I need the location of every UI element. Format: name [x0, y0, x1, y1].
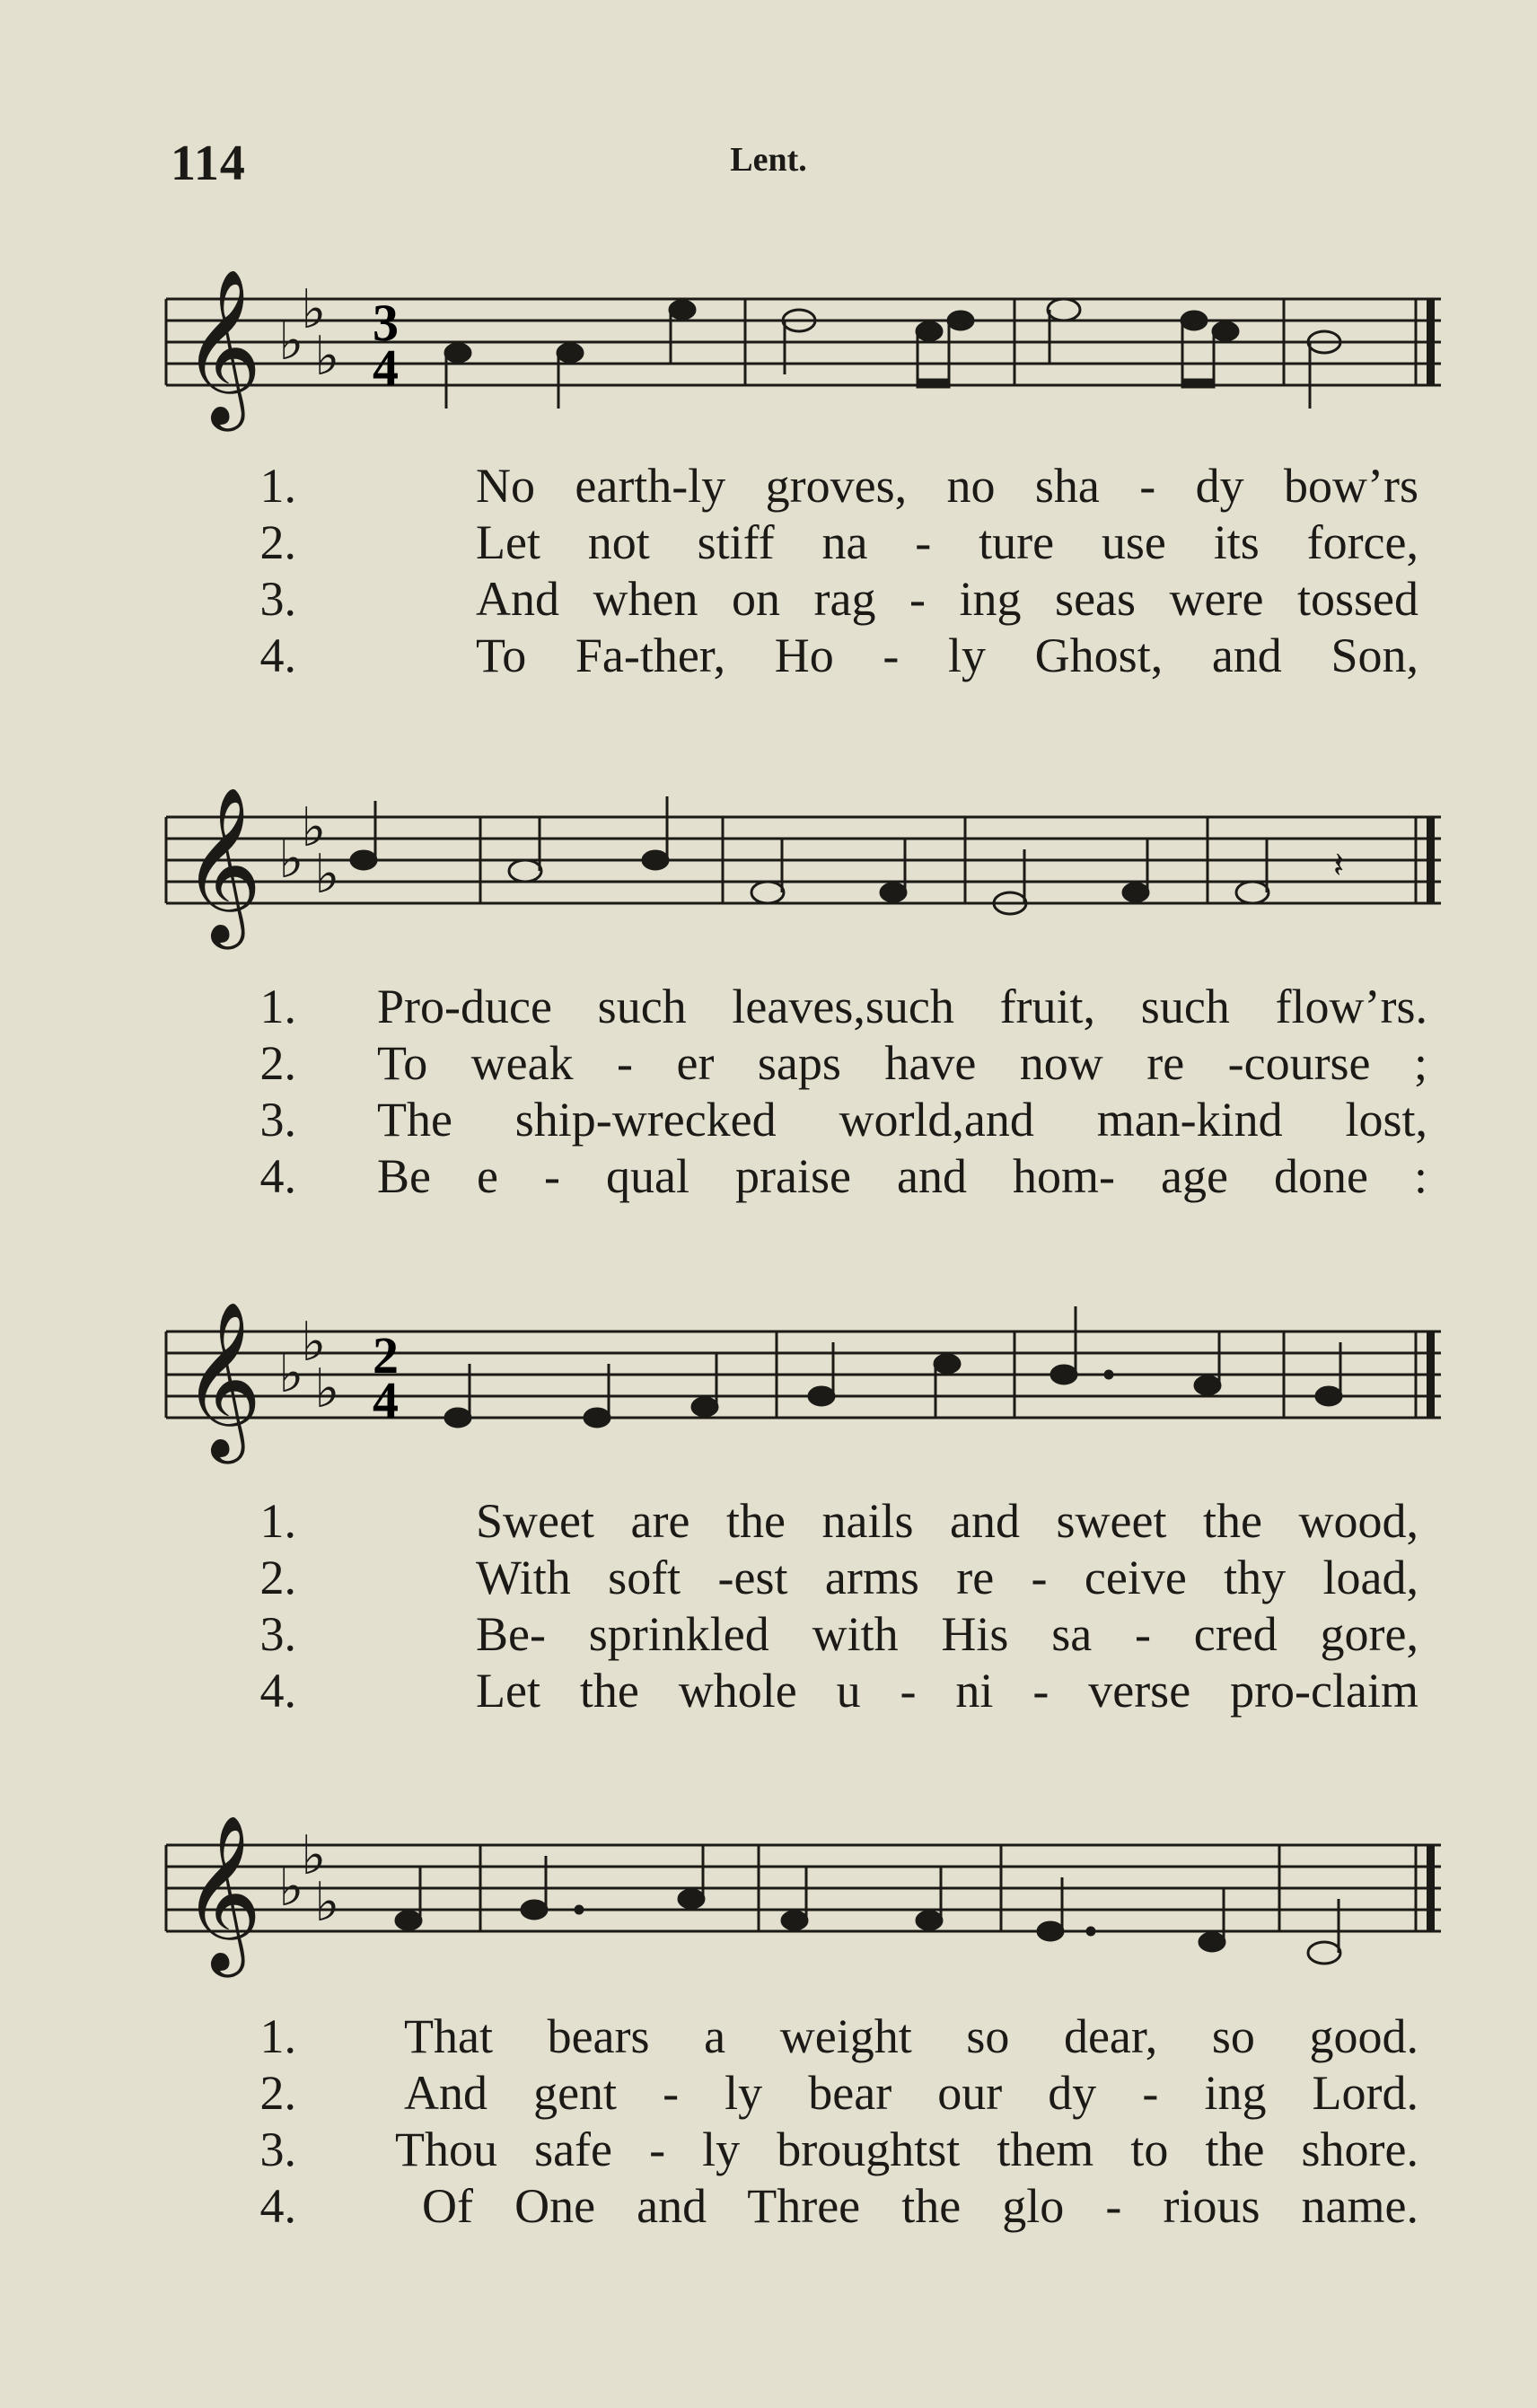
verse-line [171, 514, 1445, 571]
svg-text:♭: ♭ [314, 843, 340, 906]
verse-text: Be- sprinkled with His sa - cred gore, [476, 1607, 1418, 1661]
svg-text:♭: ♭ [314, 325, 340, 388]
music-staff-1 [166, 268, 1441, 425]
svg-text:♭: ♭ [278, 1342, 304, 1405]
svg-text:𝄞: 𝄞 [182, 268, 262, 425]
svg-text:♭: ♭ [301, 278, 327, 341]
verse-line [171, 2178, 1445, 2235]
verse-line [171, 628, 1445, 684]
verse-number: 3. [259, 1607, 296, 1661]
verse-text: Of One and Three the glo - rious name. [422, 2179, 1418, 2233]
verse-number: 2. [259, 2066, 296, 2120]
verse-text: Sweet are the nails and sweet the wood, [476, 1494, 1418, 1548]
time-signature-bottom: 4 [373, 1371, 399, 1429]
verse-text: That bears a weight so dear, so good. [404, 2009, 1418, 2063]
verse-line [171, 1035, 1445, 1092]
verse-text: And when on rag - ing seas were tossed [476, 572, 1418, 626]
verse-number: 2. [259, 515, 296, 569]
verse-line [171, 2008, 1445, 2065]
music-staff-4 [166, 1815, 1441, 1971]
verse-line [171, 979, 1445, 1035]
verse-line [171, 1663, 1445, 1719]
time-signature-top: 2 [373, 1326, 399, 1384]
verse-number: 4. [259, 1149, 296, 1203]
time-signature-bottom: 4 [373, 338, 399, 397]
verse-line [171, 571, 1445, 628]
verse-line [171, 1606, 1445, 1663]
verse-text: Pro-duce such leaves,such fruit, such flow’rs. [377, 980, 1427, 1033]
svg-text:𝄞: 𝄞 [182, 1815, 262, 1971]
verse-number: 2. [259, 1036, 296, 1090]
verse-text: Be e - qual praise and hom- age done : [377, 1149, 1427, 1203]
verse-number: 3. [259, 1093, 296, 1147]
music-staff-3 [166, 1301, 1441, 1457]
svg-text:𝄞: 𝄞 [182, 787, 262, 943]
music-staff-2 [166, 787, 1441, 943]
verses-system-4 [171, 2008, 1445, 2235]
verse-line [171, 1148, 1445, 1205]
page-number: 114 [171, 136, 246, 191]
verse-number: 1. [259, 2009, 296, 2063]
running-head: Lent. [730, 141, 807, 179]
svg-text:♭: ♭ [301, 796, 327, 859]
verse-line [171, 1550, 1445, 1606]
verse-number: 4. [259, 1664, 296, 1718]
verse-text: Let the whole u - ni - verse pro-claim [476, 1664, 1418, 1718]
verse-text: The ship-wrecked world,and man-kind lost, [377, 1093, 1427, 1147]
svg-text:♭: ♭ [278, 1856, 304, 1919]
verse-text: Let not stiff na - ture use its force, [476, 515, 1418, 569]
svg-text:♭: ♭ [301, 1824, 327, 1887]
verses-system-1 [171, 458, 1445, 684]
svg-text:♭: ♭ [278, 310, 304, 373]
verses-system-3 [171, 1493, 1445, 1719]
time-signature-top: 3 [373, 294, 399, 352]
verse-text: With soft -est arms re - ceive thy load, [476, 1551, 1418, 1604]
svg-text:𝄽: 𝄽 [1333, 845, 1345, 886]
verse-text: Thou safe - ly broughtst them to the shore. [395, 2122, 1418, 2176]
verse-line [171, 2065, 1445, 2122]
svg-text:𝄞: 𝄞 [182, 1301, 262, 1457]
svg-text:♭: ♭ [314, 1871, 340, 1934]
verse-number: 1. [259, 459, 296, 513]
verse-text: To weak - er saps have now re -course ; [377, 1036, 1427, 1090]
verse-number: 1. [259, 1494, 296, 1548]
verse-number: 4. [259, 2179, 296, 2233]
verse-number: 2. [259, 1551, 296, 1604]
verses-system-2 [171, 979, 1445, 1205]
svg-text:♭: ♭ [314, 1358, 340, 1420]
svg-text:♭: ♭ [278, 828, 304, 891]
verse-text: No earth-ly groves, no sha - dy bow’rs [476, 459, 1418, 513]
verse-line [171, 1493, 1445, 1550]
svg-text:♭: ♭ [301, 1311, 327, 1374]
verse-number: 3. [259, 2122, 296, 2176]
verse-number: 4. [259, 628, 296, 682]
verse-text: And gent - ly bear our dy - ing Lord. [404, 2066, 1418, 2120]
verse-line [171, 1092, 1445, 1148]
verse-number: 3. [259, 572, 296, 626]
verse-text: To Fa-ther, Ho - ly Ghost, and Son, [476, 628, 1418, 682]
verse-line [171, 458, 1445, 514]
verse-line [171, 2122, 1445, 2178]
verse-number: 1. [259, 980, 296, 1033]
